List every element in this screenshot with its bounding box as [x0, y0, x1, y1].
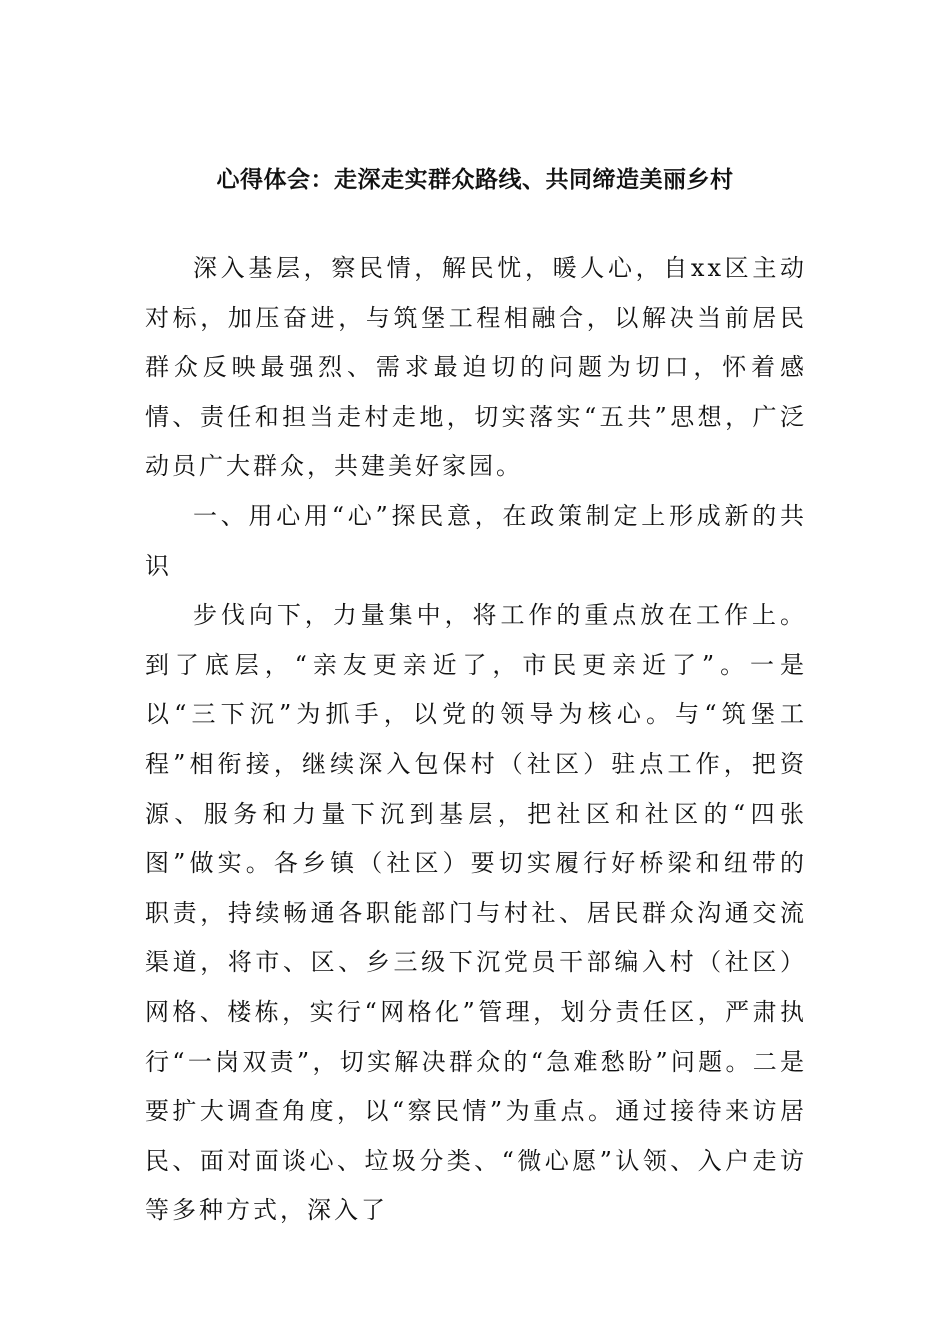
paragraph-intro: 深入基层，察民情，解民忧，暖人心，自xx区主动对标，加压奋进，与筑堡工程相融合，以解决当前居民群众反映最强烈、需求最迫切的问题为切口，怀着感情、责任和担当走村走地，切实落实“五共”思想，广泛动员广大群众，共建美好家园。 — [145, 254, 807, 481]
document-body — [145, 244, 807, 1236]
paragraph-section-1: 步伐向下，力量集中，将工作的重点放在工作上。到了底层，“亲友更亲近了，市民更亲近了”。一是以“三下沉”为抓手，以党的领导为核心。与“筑堡工程”相衔接，继续深入包保村（社区）驻点工作，把资源、服务和力量下沉到基层，把社区和社区的“四张图”做实。各乡镇（社区）要切实履行好桥梁和纽带的职责，持续畅通各职能部门与村社、居民群众沟通交流渠道，将市、区、乡三级下沉党员干部编入村（社区）网格、楼栋，实行“网格化”管理，划分责任区，严肃执行“一岗双责”，切实解决群众的“急难愁盼”问题。二是要扩大调查角度，以“察民情”为重点。通过接待来访居民、面对面谈心、垃圾分类、“微心愿”认领、入户走访等多种方式，深入了 — [145, 601, 807, 1225]
section-heading-1: 一、用心用“心”探民意，在政策制定上形成新的共识 — [145, 501, 807, 580]
document-title: 心得体会：走深走实群众路线、共同缔造美丽乡村 — [216, 166, 734, 193]
